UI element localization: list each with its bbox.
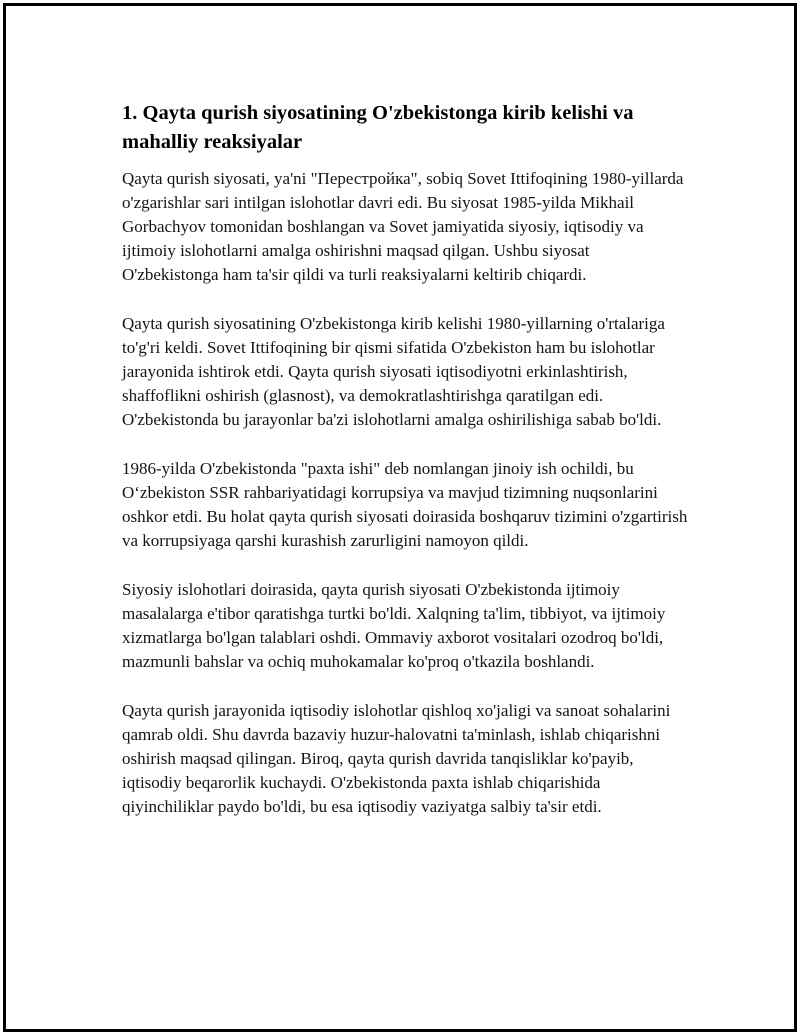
section-heading: 1. Qayta qurish siyosatining O'zbekistonga kirib kelishi va mahalliy reaksiyalar [122, 102, 634, 153]
paragraph-2: Qayta qurish siyosatining O'zbekistonga kirib kelishi 1980-yillarning o'rtalariga to'g'ri keldi. Sovet Ittifoqining bir qismi sifatida O'zbekiston ham bu islohotlar jarayonida ishtirok etdi. Qayta qurish siyosati iqtisodiyotni erkinlashtirish, shaffoflikni oshirish (glasnost), va demokratlashtirishga qaratilgan edi. O'zbekistonda bu jarayonlar ba'zi islohotlarni amalga oshirilishiga sabab bo'ldi. [122, 314, 665, 429]
document-body [122, 99, 690, 844]
paragraph-4: Siyosiy islohotlari doirasida, qayta qurish siyosati O'zbekistonda ijtimoiy masalalarga e'tibor qaratishga turtki bo'ldi. Xalqning ta'lim, tibbiyot, va ijtimoiy xizmatlarga bo'lgan talablari oshdi. Ommaviy axborot vositalari ozodroq bo'ldi, mazmunli bahslar va ochiq muhokamalar ko'proq o'tkazila boshlandi. [122, 580, 666, 671]
page-frame [3, 3, 797, 1032]
paragraph-5: Qayta qurish jarayonida iqtisodiy islohotlar qishloq xo'jaligi va sanoat sohalarini qamrab oldi. Shu davrda bazaviy huzur-halovatni ta'minlash, ishlab chiqarishni oshirish maqsad qilingan. Biroq, qayta qurish davrida tanqisliklar ko'payib, iqtisodiy beqarorlik kuchaydi. O'zbekistonda paxta ishlab chiqarishida qiyinchiliklar paydo bo'ldi, bu esa iqtisodiy vaziyatga salbiy ta'sir etdi. [122, 701, 671, 816]
paragraph-3: 1986-yilda O'zbekistonda "paxta ishi" deb nomlangan jinoiy ish ochildi, bu O‘zbekiston SSR rahbariyatidagi korrupsiya va mavjud tizimning nuqsonlarini oshkor etdi. Bu holat qayta qurish siyosati doirasida boshqaruv tizimini o'zgartirish va korrupsiyaga qarshi kurashish zarurligini namoyon qildi. [122, 459, 688, 550]
paragraph-1: Qayta qurish siyosati, ya'ni "Перестройка", sobiq Sovet Ittifoqining 1980-yillarda o'zgarishlar sari intilgan islohotlar davri edi. Bu siyosat 1985-yilda Mikhail Gorbachyov tomonidan boshlangan va Sovet jamiyatida siyosiy, iqtisodiy va ijtimoiy islohotlarni amalga oshirishni maqsad qilgan. Ushbu siyosat O'zbekistonga ham ta'sir qildi va turli reaksiyalarni keltirib chiqardi. [122, 169, 684, 284]
